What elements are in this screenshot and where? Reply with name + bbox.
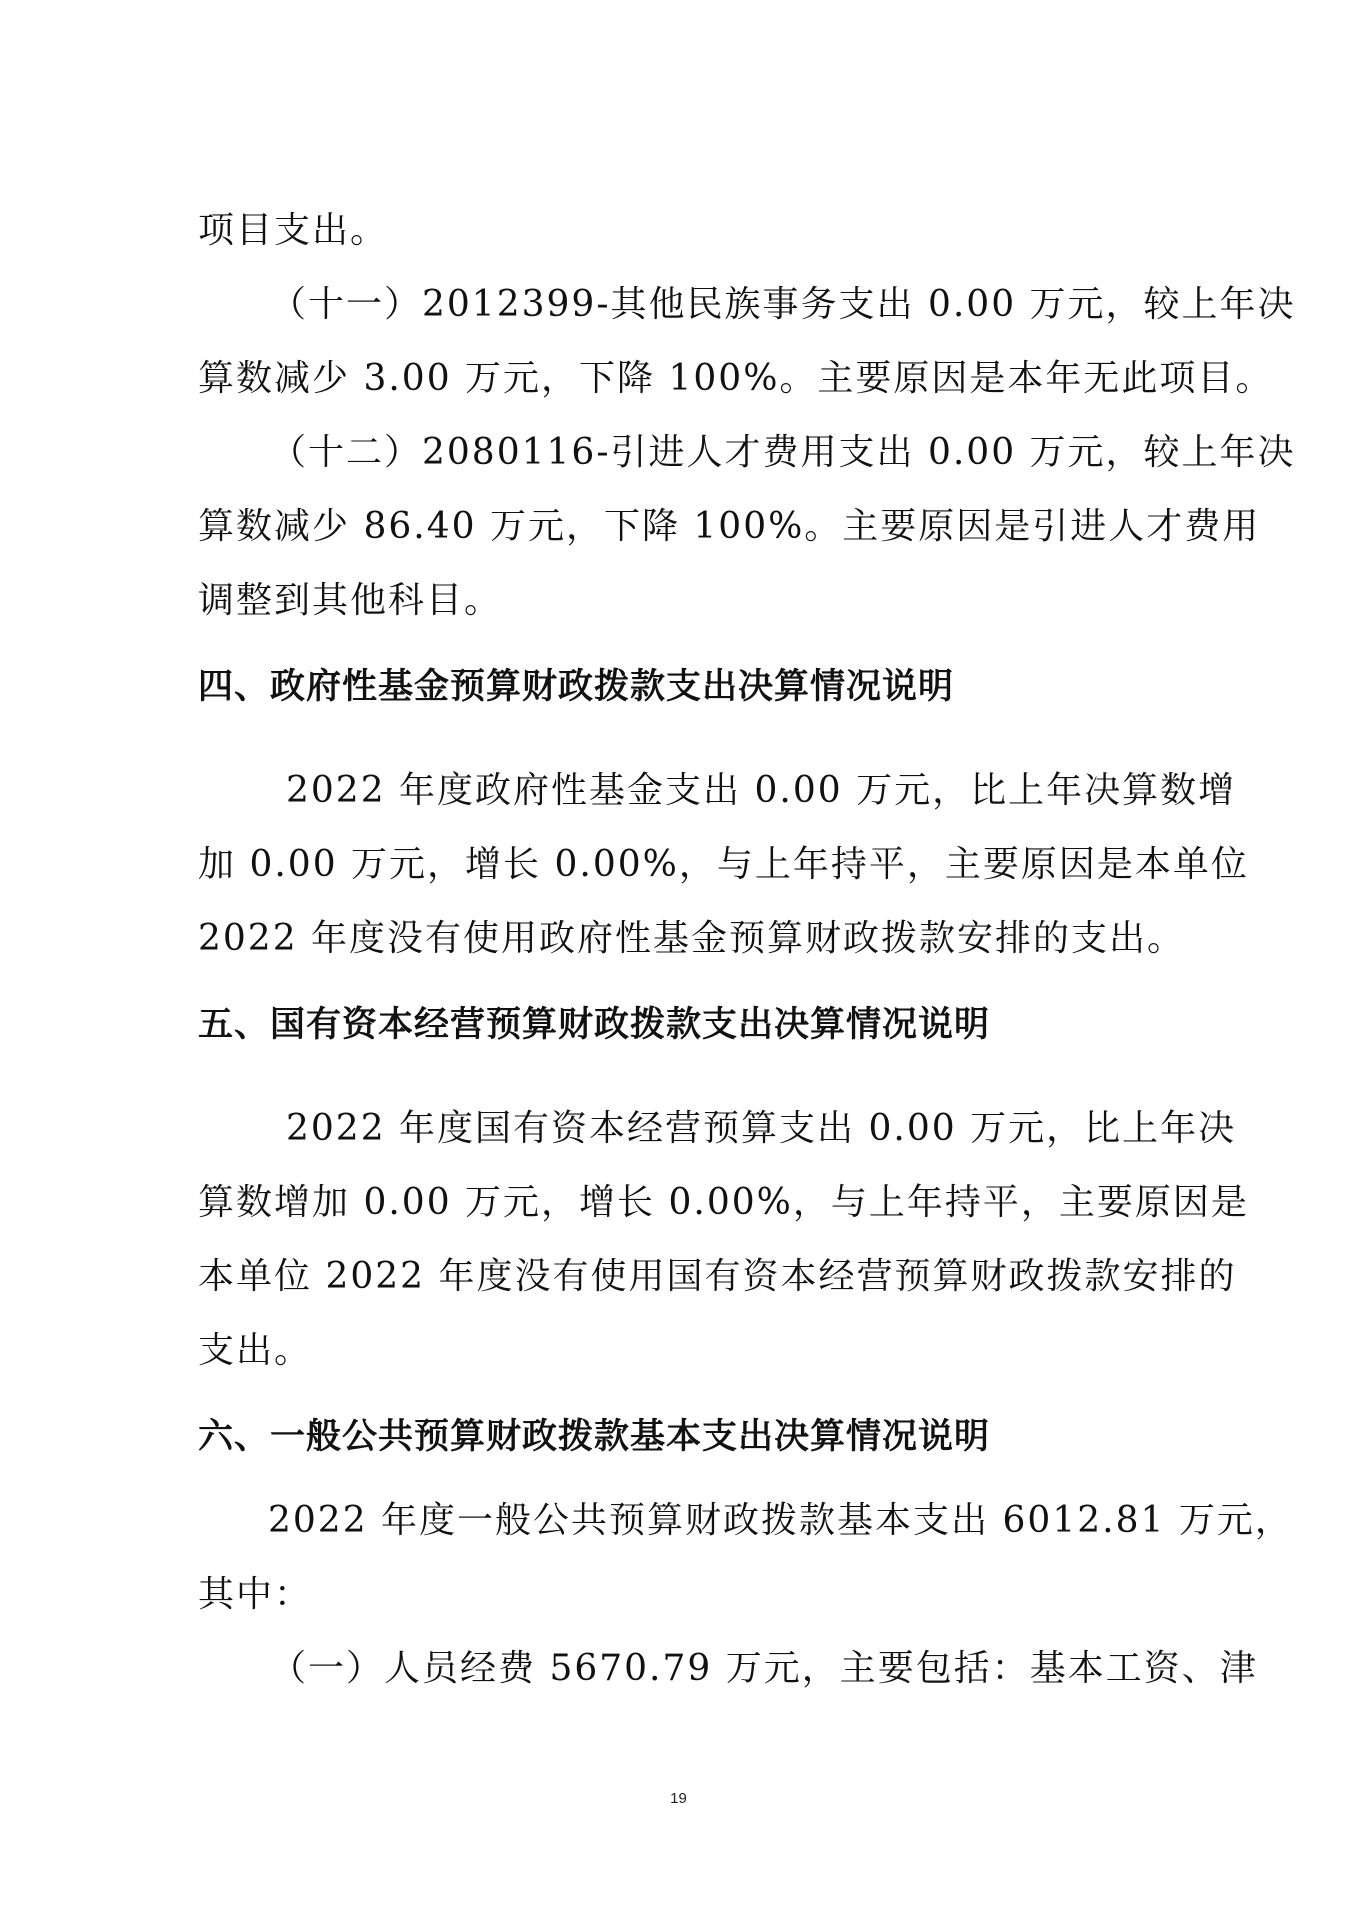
- paragraph-line: 2022 年度没有使用政府性基金预算财政拨款安排的支出。: [198, 918, 1186, 959]
- paragraph-line: 2022 年度国有资本经营预算支出 0.00 万元，比上年决: [286, 1108, 1237, 1149]
- paragraph-line: 2022 年度政府性基金支出 0.00 万元，比上年决算数增: [286, 770, 1237, 811]
- paragraph-line: 本单位 2022 年度没有使用国有资本经营预算财政拨款安排的: [198, 1256, 1237, 1297]
- page-number: 19: [670, 1790, 687, 1807]
- paragraph-line: 其中：: [198, 1574, 313, 1615]
- paragraph-line: 算数增加 0.00 万元，增长 0.00%，与上年持平，主要原因是: [198, 1182, 1249, 1223]
- paragraph-line: （十二）2080116-引进人才费用支出 0.00 万元，较上年决: [270, 432, 1296, 473]
- paragraph-line: 2022 年度一般公共预算财政拨款基本支出 6012.81 万元，: [268, 1500, 1293, 1541]
- section-heading-5: 五、国有资本经营预算财政拨款支出决算情况说明: [198, 1005, 991, 1045]
- paragraph-line: 支出。: [198, 1330, 313, 1371]
- paragraph-line: （十一）2012399-其他民族事务支出 0.00 万元，较上年决: [270, 284, 1296, 325]
- section-heading-6: 六、一般公共预算财政拨款基本支出决算情况说明: [198, 1417, 991, 1457]
- section-heading-4: 四、政府性基金预算财政拨款支出决算情况说明: [198, 667, 955, 707]
- paragraph-line: 算数减少 86.40 万元，下降 100%。主要原因是引进人才费用: [198, 506, 1261, 547]
- paragraph-line: 算数减少 3.00 万元，下降 100%。主要原因是本年无此项目。: [198, 358, 1274, 399]
- paragraph-line: （一）人员经费 5670.79 万元，主要包括：基本工资、津: [270, 1648, 1258, 1689]
- paragraph-line: 项目支出。: [198, 210, 389, 251]
- paragraph-line: 调整到其他科目。: [198, 580, 503, 621]
- paragraph-line: 加 0.00 万元，增长 0.00%，与上年持平，主要原因是本单位: [198, 844, 1249, 885]
